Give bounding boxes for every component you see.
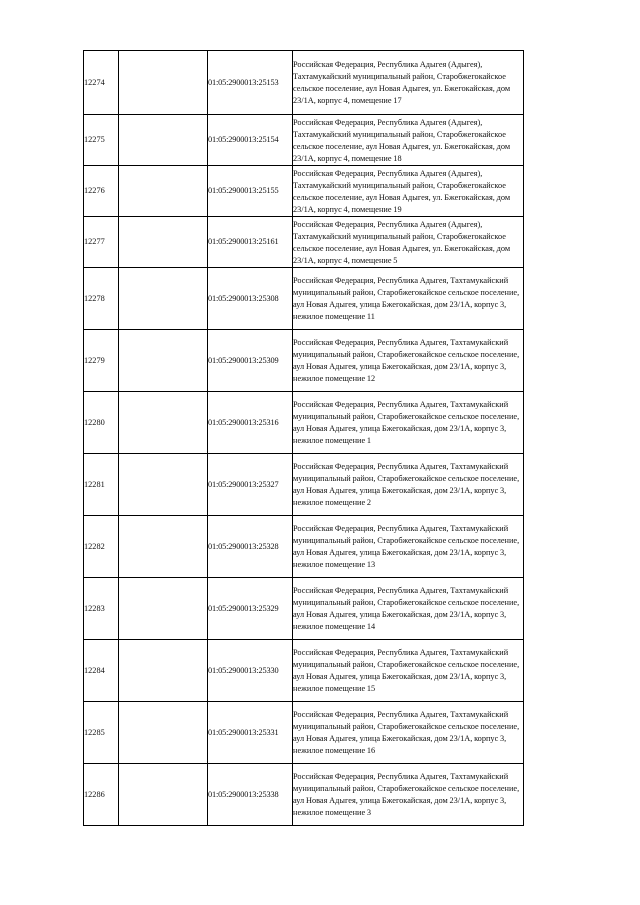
address-text: Российская Федерация, Республика Адыгея, Тахтамукайский муниципальный район, Старобжегокайское сельское поселение, аул Новая Адыгея, улица Бжегокайская, дом 23/1А, корпус 3, нежилое помещение 3 bbox=[293, 772, 520, 817]
empty-cell bbox=[119, 268, 208, 330]
table-row bbox=[84, 516, 524, 578]
address-cell bbox=[293, 454, 524, 516]
table-row bbox=[84, 166, 524, 217]
address-text: Российская Федерация, Республика Адыгея (Адыгея), Тахтамукайский муниципальный район, Старобжегокайское сельское поселение, аул Новая Адыгея, ул. Бжегокайская, дом 23/1А, корпус 4, помещение 17 bbox=[293, 60, 511, 105]
empty-cell bbox=[119, 115, 208, 166]
empty-cell bbox=[119, 166, 208, 217]
address-text: Российская Федерация, Республика Адыгея (Адыгея), Тахтамукайский муниципальный район, Старобжегокайское сельское поселение, аул Новая Адыгея, ул. Бжегокайская, дом 23/1А, корпус 4, помещение 18 bbox=[293, 117, 511, 163]
table-row bbox=[84, 702, 524, 764]
table-row bbox=[84, 454, 524, 516]
cadastral-number-cell: 01:05:2900013:25153 bbox=[208, 51, 293, 115]
row-number-cell: 12278 bbox=[84, 268, 119, 330]
address-text: Российская Федерация, Республика Адыгея, Тахтамукайский муниципальный район, Старобжегокайское сельское поселение, аул Новая Адыгея, улица Бжегокайская, дом 23/1А, корпус 3, нежилое помещение 13 bbox=[293, 524, 520, 569]
row-number-cell: 12277 bbox=[84, 217, 119, 268]
empty-cell bbox=[119, 764, 208, 826]
empty-cell bbox=[119, 516, 208, 578]
row-number-cell: 12283 bbox=[84, 578, 119, 640]
row-number-cell: 12284 bbox=[84, 640, 119, 702]
table-row bbox=[84, 392, 524, 454]
cadastral-number-cell: 01:05:2900013:25338 bbox=[208, 764, 293, 826]
row-number-cell: 12281 bbox=[84, 454, 119, 516]
empty-cell bbox=[119, 51, 208, 115]
table-row bbox=[84, 764, 524, 826]
empty-cell bbox=[119, 578, 208, 640]
address-cell bbox=[293, 640, 524, 702]
cadastral-number-cell: 01:05:2900013:25331 bbox=[208, 702, 293, 764]
empty-cell bbox=[119, 454, 208, 516]
address-cell bbox=[293, 764, 524, 826]
address-cell bbox=[293, 516, 524, 578]
address-text: Российская Федерация, Республика Адыгея, Тахтамукайский муниципальный район, Старобжегокайское сельское поселение, аул Новая Адыгея, улица Бжегокайская, дом 23/1А, корпус 3, нежилое помещение 14 bbox=[293, 586, 520, 631]
cadastral-number-cell: 01:05:2900013:25155 bbox=[208, 166, 293, 217]
row-number-cell: 12276 bbox=[84, 166, 119, 217]
row-number-cell: 12279 bbox=[84, 330, 119, 392]
table-row bbox=[84, 115, 524, 166]
address-text: Российская Федерация, Республика Адыгея, Тахтамукайский муниципальный район, Старобжегокайское сельское поселение, аул Новая Адыгея, улица Бжегокайская, дом 23/1А, корпус 3, нежилое помещение 16 bbox=[293, 710, 520, 755]
address-cell bbox=[293, 217, 524, 268]
cadastral-number-cell: 01:05:2900013:25330 bbox=[208, 640, 293, 702]
cadastral-number-cell: 01:05:2900013:25328 bbox=[208, 516, 293, 578]
row-number-cell: 12285 bbox=[84, 702, 119, 764]
registry-table-body bbox=[84, 51, 524, 826]
table-row bbox=[84, 51, 524, 115]
address-cell bbox=[293, 392, 524, 454]
address-cell bbox=[293, 115, 524, 166]
address-text: Российская Федерация, Республика Адыгея, Тахтамукайский муниципальный район, Старобжегокайское сельское поселение, аул Новая Адыгея, улица Бжегокайская, дом 23/1А, корпус 3, нежилое помещение 12 bbox=[293, 338, 520, 383]
table-row bbox=[84, 330, 524, 392]
address-text: Российская Федерация, Республика Адыгея, Тахтамукайский муниципальный район, Старобжегокайское сельское поселение, аул Новая Адыгея, улица Бжегокайская, дом 23/1А, корпус 3, нежилое помещение 15 bbox=[293, 648, 520, 693]
cadastral-number-cell: 01:05:2900013:25329 bbox=[208, 578, 293, 640]
address-text: Российская Федерация, Республика Адыгея (Адыгея), Тахтамукайский муниципальный район, Старобжегокайское сельское поселение, аул Новая Адыгея, ул. Бжегокайская, дом 23/1А, корпус 4, помещение 19 bbox=[293, 168, 511, 214]
address-cell bbox=[293, 578, 524, 640]
cadastral-number-cell: 01:05:2900013:25327 bbox=[208, 454, 293, 516]
table-row bbox=[84, 217, 524, 268]
address-cell bbox=[293, 702, 524, 764]
table-row bbox=[84, 578, 524, 640]
address-cell bbox=[293, 268, 524, 330]
empty-cell bbox=[119, 330, 208, 392]
address-cell bbox=[293, 166, 524, 217]
registry-table bbox=[83, 50, 524, 826]
row-number-cell: 12286 bbox=[84, 764, 119, 826]
address-text: Российская Федерация, Республика Адыгея, Тахтамукайский муниципальный район, Старобжегокайское сельское поселение, аул Новая Адыгея, улица Бжегокайская, дом 23/1А, корпус 3, нежилое помещение 2 bbox=[293, 462, 520, 507]
address-text: Российская Федерация, Республика Адыгея (Адыгея), Тахтамукайский муниципальный район, Старобжегокайское сельское поселение, аул Новая Адыгея, ул. Бжегокайская, дом 23/1А, корпус 4, помещение 5 bbox=[293, 219, 511, 265]
row-number-cell: 12280 bbox=[84, 392, 119, 454]
address-cell bbox=[293, 330, 524, 392]
address-text: Российская Федерация, Республика Адыгея, Тахтамукайский муниципальный район, Старобжегокайское сельское поселение, аул Новая Адыгея, улица Бжегокайская, дом 23/1А, корпус 3, нежилое помещение 11 bbox=[293, 276, 520, 321]
address-text: Российская Федерация, Республика Адыгея, Тахтамукайский муниципальный район, Старобжегокайское сельское поселение, аул Новая Адыгея, улица Бжегокайская, дом 23/1А, корпус 3, нежилое помещение 1 bbox=[293, 400, 520, 445]
table-row bbox=[84, 640, 524, 702]
empty-cell bbox=[119, 392, 208, 454]
cadastral-number-cell: 01:05:2900013:25161 bbox=[208, 217, 293, 268]
table-row bbox=[84, 268, 524, 330]
row-number-cell: 12274 bbox=[84, 51, 119, 115]
cadastral-number-cell: 01:05:2900013:25316 bbox=[208, 392, 293, 454]
cadastral-number-cell: 01:05:2900013:25308 bbox=[208, 268, 293, 330]
row-number-cell: 12282 bbox=[84, 516, 119, 578]
empty-cell bbox=[119, 640, 208, 702]
cadastral-number-cell: 01:05:2900013:25154 bbox=[208, 115, 293, 166]
empty-cell bbox=[119, 217, 208, 268]
address-cell bbox=[293, 51, 524, 115]
row-number-cell: 12275 bbox=[84, 115, 119, 166]
cadastral-number-cell: 01:05:2900013:25309 bbox=[208, 330, 293, 392]
empty-cell bbox=[119, 702, 208, 764]
